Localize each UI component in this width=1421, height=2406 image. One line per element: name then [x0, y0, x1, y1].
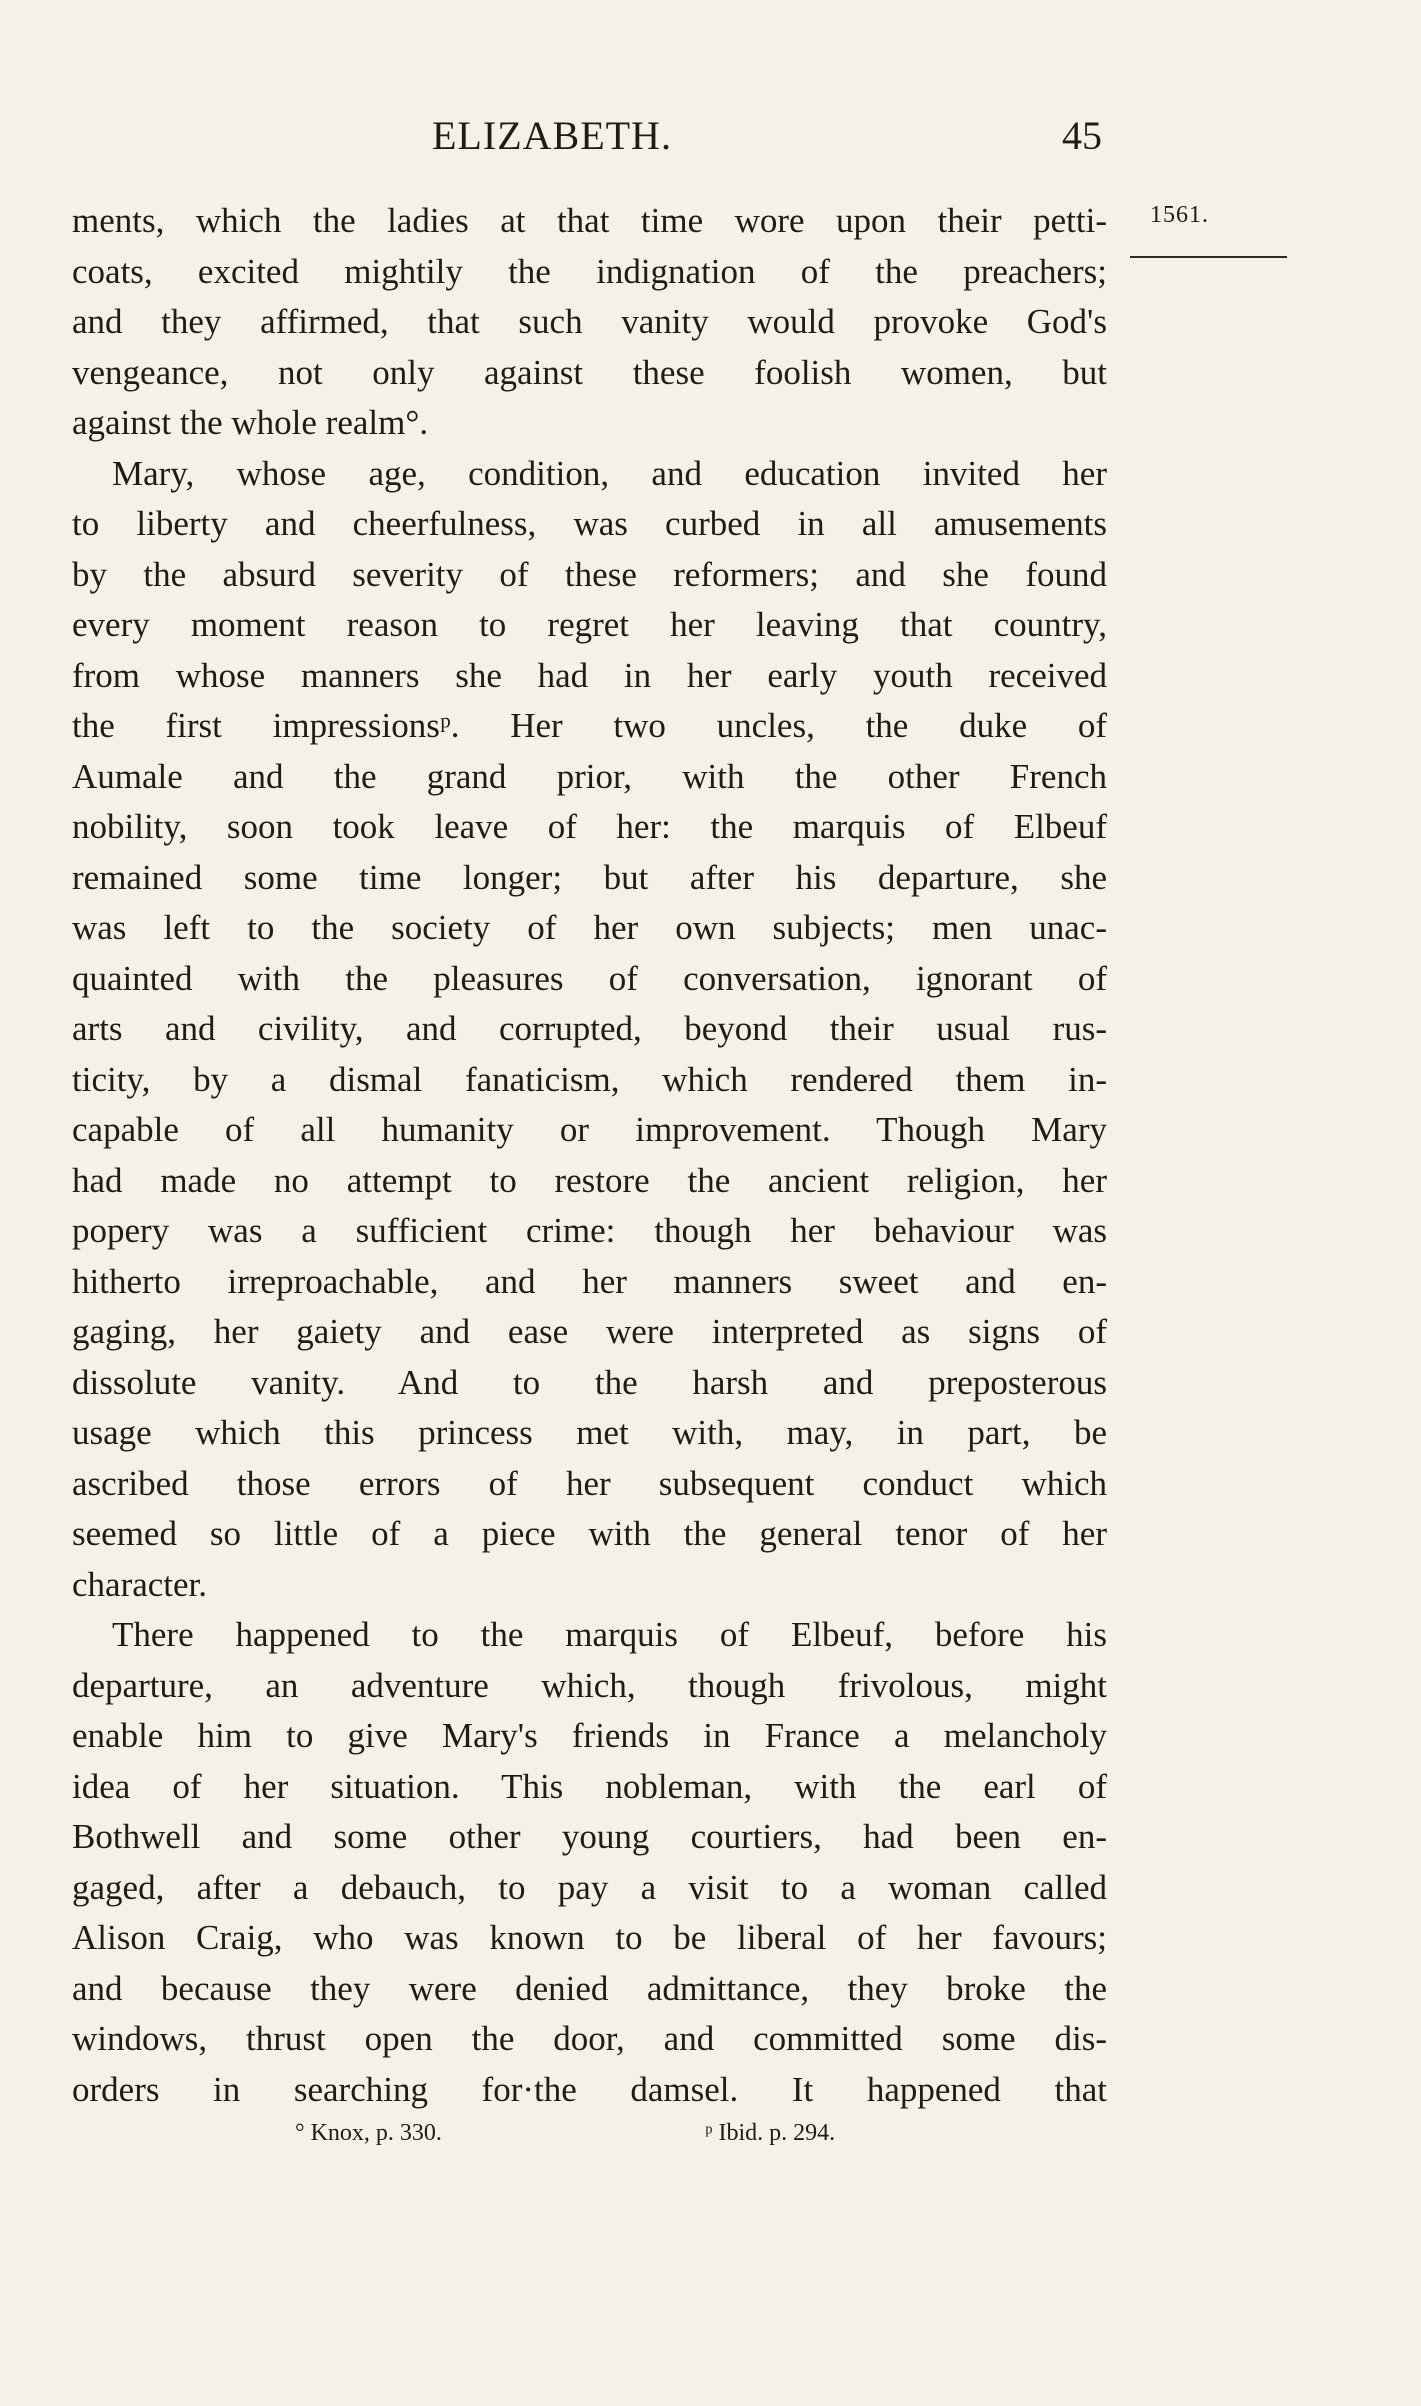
- text-line: ments, which the ladies at that time wore upon their petti-: [72, 201, 1107, 240]
- text-line: gaged, after a debauch, to pay a visit to a woman called: [72, 1867, 1107, 1907]
- text-line: ascribed those errors of her subsequent conduct which: [72, 1463, 1107, 1503]
- body-text: [72, 196, 1107, 2115]
- text-line: There happened to the marquis of Elbeuf, before his: [112, 1615, 1107, 1654]
- text-line: and they affirmed, that such vanity would provoke God's: [72, 302, 1107, 341]
- text-line: quainted with the pleasures of conversation, ignorant of: [72, 958, 1107, 998]
- text-line: coats, excited mightily the indignation of the preachers;: [72, 251, 1107, 291]
- text-line: departure, an adventure which, though frivolous, might: [72, 1665, 1107, 1705]
- text-line: windows, thrust open the door, and committed some dis-: [72, 2019, 1107, 2058]
- text-line: from whose manners she had in her early youth received: [72, 655, 1107, 695]
- text-line: popery was a sufficient crime: though her behaviour was: [72, 1211, 1107, 1250]
- text-line: nobility, soon took leave of her: the marquis of Elbeuf: [72, 807, 1107, 846]
- text-line: arts and civility, and corrupted, beyond their usual rus-: [72, 1009, 1107, 1048]
- footnote-p: ᵖ Ibid. p. 294.: [705, 2120, 836, 2146]
- running-title: ELIZABETH.: [432, 113, 672, 158]
- text-line: capable of all humanity or improvement. Though Mary: [72, 1110, 1107, 1149]
- text-line: character.: [72, 1564, 208, 1604]
- text-line: and because they were denied admittance, they broke the: [72, 1968, 1107, 2008]
- text-line: usage which this princess met with, may, in part, be: [72, 1413, 1107, 1452]
- text-line: remained some time longer; but after his departure, she: [72, 857, 1107, 897]
- margin-rule: [1130, 256, 1287, 258]
- text-line: had made no attempt to restore the ancient religion, her: [72, 1160, 1107, 1200]
- text-line: Alison Craig, who was known to be liberal of her favours;: [72, 1918, 1107, 1957]
- text-line: by the absurd severity of these reformers; and she found: [72, 554, 1107, 594]
- text-line: ticity, by a dismal fanaticism, which rendered them in-: [72, 1059, 1107, 1099]
- text-line: the first impressionsᵖ. Her two uncles, the duke of: [72, 706, 1107, 745]
- text-line: against the whole realm°.: [72, 403, 429, 442]
- page-number: 45: [1062, 113, 1102, 158]
- footnotes: [295, 2120, 995, 2160]
- text-line: Bothwell and some other young courtiers, had been en-: [72, 1817, 1107, 1856]
- text-line: was left to the society of her own subjects; men unac-: [72, 908, 1107, 947]
- page-header: [72, 112, 1102, 172]
- text-line: dissolute vanity. And to the harsh and preposterous: [72, 1362, 1107, 1402]
- text-line: Aumale and the grand prior, with the other French: [72, 756, 1107, 796]
- text-line: enable him to give Mary's friends in France a melancholy: [72, 1716, 1107, 1755]
- text-line: to liberty and cheerfulness, was curbed in all amusements: [72, 504, 1107, 543]
- text-line: orders in searching for·the damsel. It happened that: [72, 2069, 1107, 2109]
- text-line: every moment reason to regret her leaving that country,: [72, 605, 1107, 644]
- text-line: seemed so little of a piece with the general tenor of her: [72, 1514, 1107, 1553]
- text-line: vengeance, not only against these foolish women, but: [72, 352, 1107, 392]
- text-line: idea of her situation. This nobleman, with the earl of: [72, 1766, 1107, 1806]
- footnote-o: ° Knox, p. 330.: [295, 2120, 442, 2146]
- margin-year: 1561.: [1150, 202, 1209, 228]
- text-line: hitherto irreproachable, and her manners sweet and en-: [72, 1261, 1107, 1301]
- text-line: Mary, whose age, condition, and education invited her: [112, 453, 1107, 493]
- text-line: gaging, her gaiety and ease were interpreted as signs of: [72, 1312, 1107, 1351]
